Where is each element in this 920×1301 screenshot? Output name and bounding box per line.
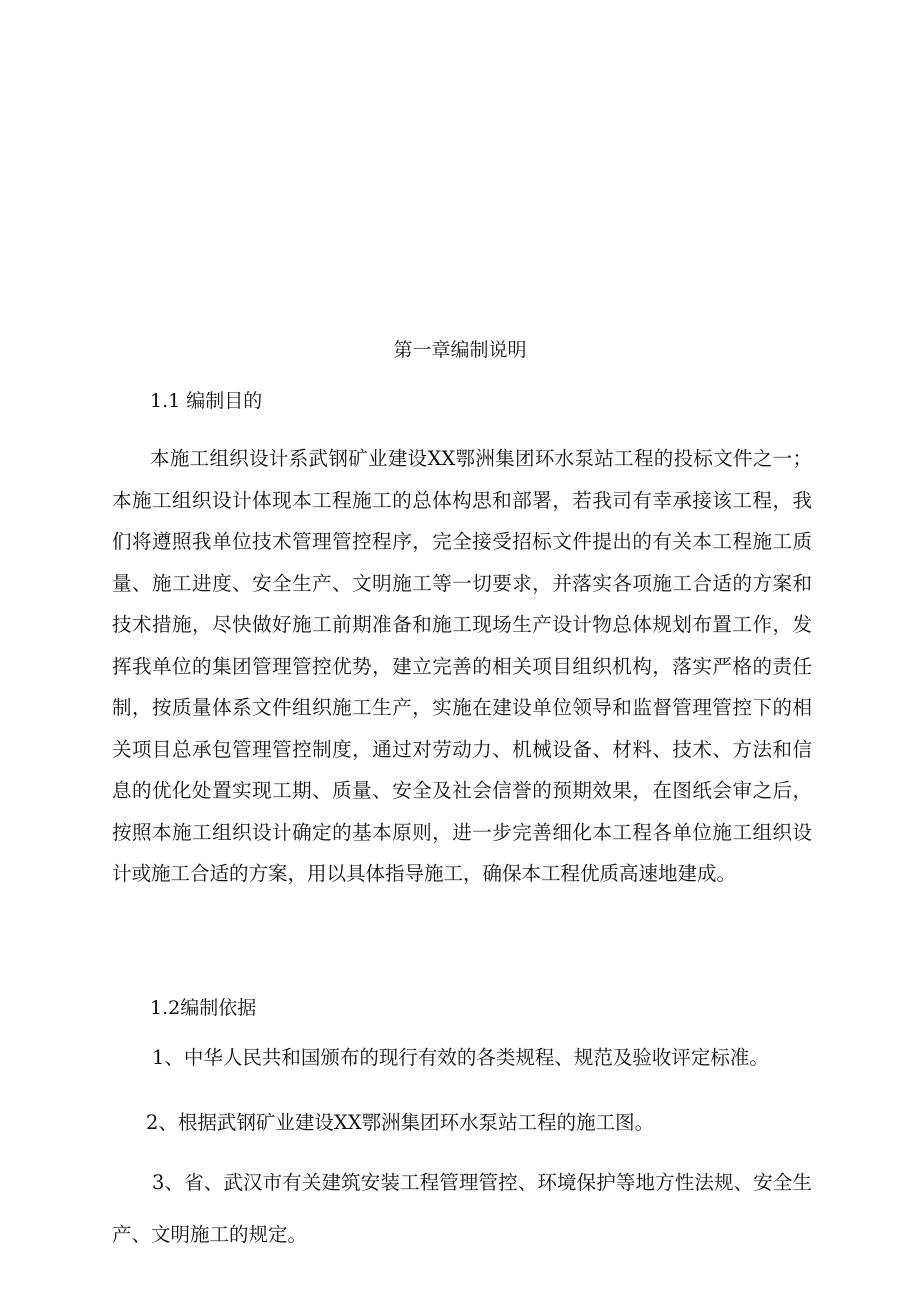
section-heading-purpose: 1.1 编制目的 bbox=[150, 390, 263, 412]
section-heading-basis: 1.2编制依据 bbox=[150, 997, 257, 1019]
purpose-paragraph: 本施工组织设计系武钢矿业建设XX鄂洲集团环水泵站工程的投标文件之一；本施工组织设计体现本工程施工的总体构思和部署，若我司有幸承接该工程，我们将遵照我单位技术管理管控程序，完全接受招标文件提出的有关本工程施工质量、施工进度、安全生产、文明施工等一切要求，并落实各项施工合适的方案和技术措施，尽快做好施工前期准备和施工现场生产设计物总体规划布置工作，发挥我单位的集团管理管控优势，建立完善的相关项目组织机构，落实严格的责任制，按质量体系文件组织施工生产，实施在建设单位领导和监督管理管控下的相关项目总承包管理管控制度，通过对劳动力、机械设备、材料、技术、方法和信息的优化处置实现工期、质量、安全及社会信誉的预期效果，在图纸会审之后，按照本施工组织设计确定的基本原则，进一步完善细化本工程各单位施工组织设计或施工合适的方案，用以具体指导施工，确保本工程优质高速地建成。 bbox=[112, 447, 812, 885]
chapter-title: 第一章编制说明 bbox=[393, 339, 527, 361]
basis-item-1: 1、中华人民共和国颁布的现行有效的各类规程、规范及验收评定标准。 bbox=[152, 1046, 769, 1069]
basis-item-2: 2、根据武钢矿业建设XX鄂洲集团环水泵站工程的施工图。 bbox=[146, 1111, 655, 1134]
basis-item-3: 3、省、武汉市有关建筑安装工程管理管控、环境保护等地方性法规、安全生产、文明施工的规定。 bbox=[112, 1171, 812, 1246]
